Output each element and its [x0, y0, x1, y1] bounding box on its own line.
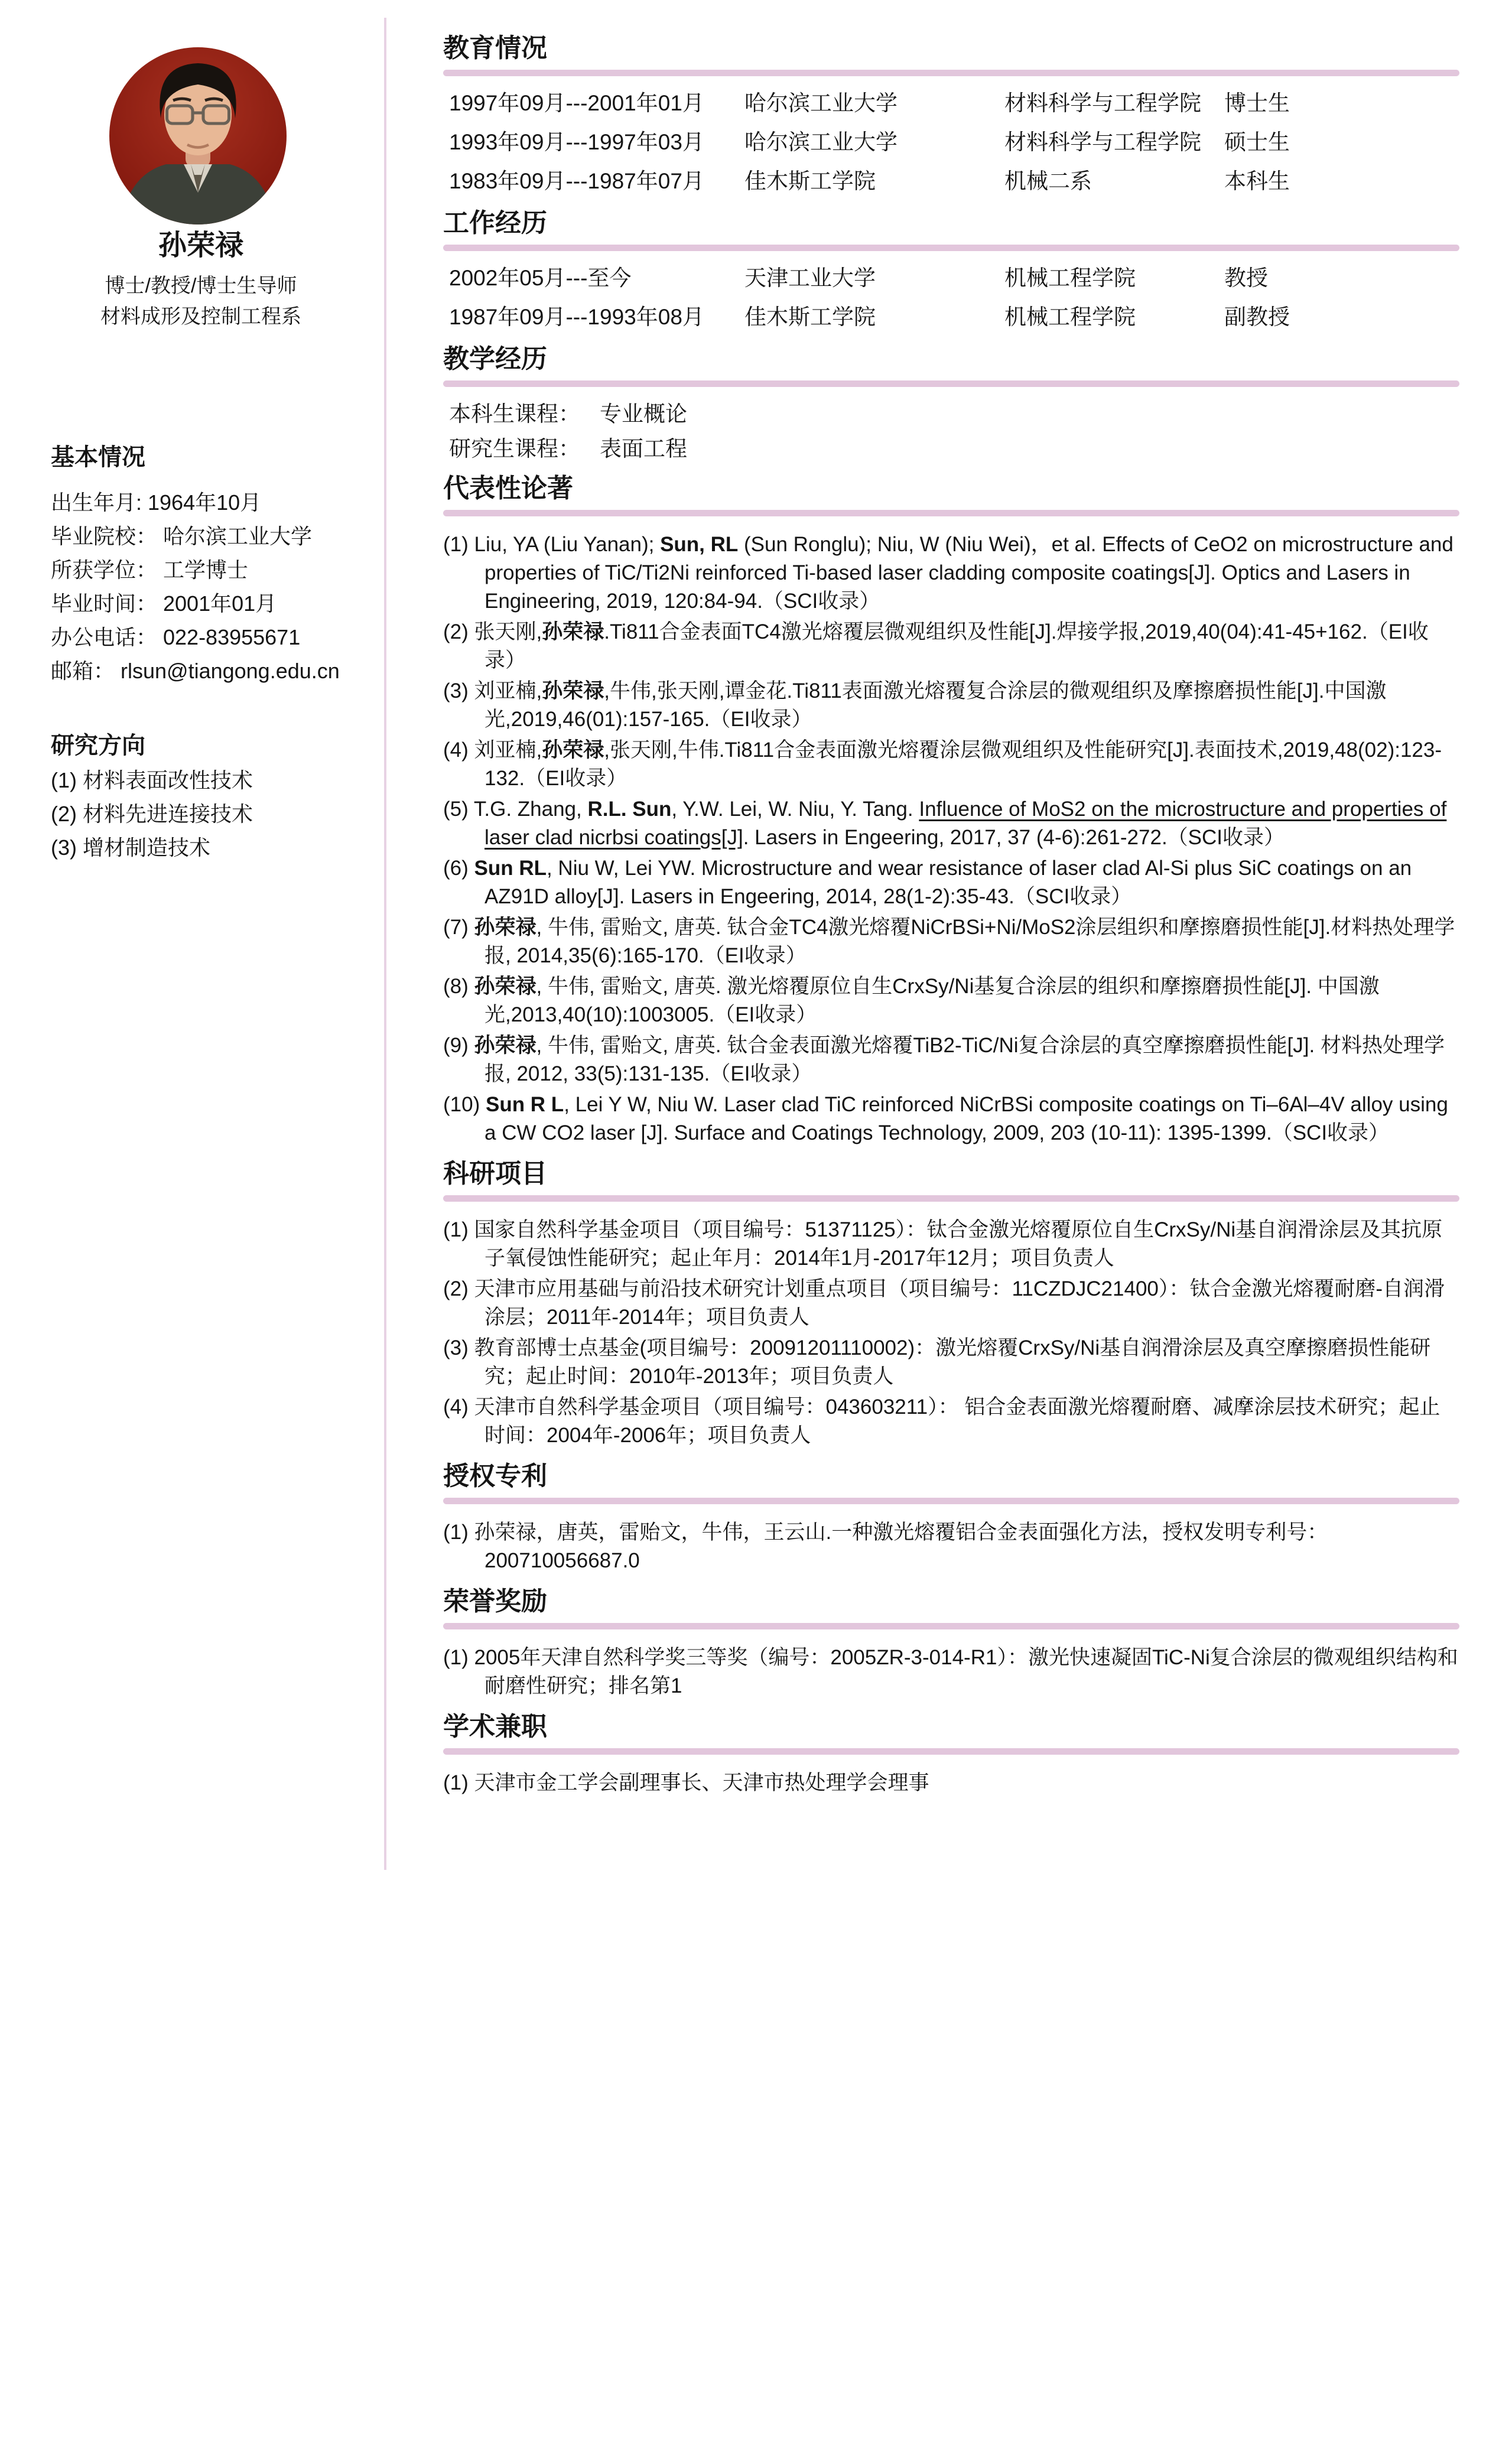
publication-segment: ,牛伟,张天刚,谭金花.Ti811表面激光熔覆复合涂层的微观组织及摩擦磨损性能[J].中国激光,2019,46(01):157-165.（EI收录）: [485, 679, 1387, 731]
publication-segment: (1) Liu, YA (Liu Yanan);: [443, 533, 661, 556]
work-underline: [443, 245, 1459, 251]
section-awards: [443, 1586, 1459, 1700]
work-school: 佳木斯工学院: [744, 305, 876, 329]
education-period: 1983年09月---1987年07月: [449, 169, 704, 193]
publication-item: [443, 795, 1459, 852]
work-college: 机械工程学院: [1004, 305, 1136, 329]
publication-segment: (2) 张天刚,: [443, 620, 542, 643]
publication-segment: (8): [443, 975, 474, 998]
publication-segment: (10): [443, 1093, 486, 1116]
section-teaching: [443, 343, 1459, 462]
patents-underline: [443, 1498, 1459, 1504]
education-college: 材料科学与工程学院: [1004, 130, 1201, 154]
publication-item: [443, 913, 1459, 970]
academic-underline: [443, 1748, 1459, 1755]
main-content: [443, 32, 1459, 1808]
education-period: 1997年09月---2001年01月: [449, 91, 704, 115]
work-table: [443, 265, 1459, 330]
publication-segment: (3) 刘亚楠,: [443, 679, 542, 702]
research-directions-list: [51, 763, 253, 864]
publication-item: [443, 531, 1459, 616]
vertical-divider: [384, 18, 386, 1870]
research-direction-item: (2) 材料先进连接技术: [51, 802, 253, 826]
academic-position-item: (1) 天津市金工学会副理事长、天津市热处理学会理事: [443, 1771, 929, 1794]
publication-segment: , 牛伟, 雷贻文, 唐英. 钛合金表面激光熔覆TiB2-TiC/Ni复合涂层的真空摩擦磨损性能[J]. 材料热处理学报, 2012, 33(5):131-135.（EI收录）: [485, 1034, 1445, 1085]
education-underline: [443, 70, 1459, 76]
education-school: 佳木斯工学院: [744, 169, 876, 193]
work-row: [443, 304, 1459, 330]
education-role: 硕士生: [1224, 130, 1290, 154]
publication-item: [443, 1032, 1459, 1088]
academic-heading: 学术兼职: [443, 1712, 547, 1741]
projects-underline: [443, 1195, 1459, 1202]
teaching-list: [443, 401, 1459, 462]
teaching-value: 表面工程: [600, 437, 687, 461]
teaching-row: [443, 401, 1459, 427]
research-directions-heading: 研究方向: [51, 733, 145, 759]
publication-item: [443, 972, 1459, 1029]
publication-segment: 孙荣禄: [474, 975, 536, 998]
work-school: 天津工业大学: [744, 266, 876, 290]
education-college: 材料科学与工程学院: [1004, 91, 1201, 115]
publication-segment: (5) T.G. Zhang,: [443, 798, 588, 821]
profile-photo: [109, 47, 287, 225]
publication-segment: Sun, RL: [660, 533, 739, 556]
award-item: (1) 2005年天津自然科学奖三等奖（编号：2005ZR-3-014-R1）：激光快速凝固TiC-Ni复合涂层的微观组织结构和耐磨性研究；排名第1: [443, 1646, 1458, 1697]
education-row: [443, 90, 1459, 116]
teaching-label: 研究生课程：: [449, 437, 580, 461]
publication-segment: , Y.W. Lei, W. Niu, Y. Tang.: [671, 798, 919, 821]
patent-item: (1) 孙荣禄，唐英，雷贻文，牛伟，王云山.一种激光熔覆铝合金表面强化方法，授权发明专利号：200710056687.0: [443, 1521, 1328, 1572]
education-row: [443, 129, 1459, 155]
publication-segment: 孙荣禄: [542, 739, 604, 762]
research-direction-item: (1) 材料表面改性技术: [51, 768, 253, 792]
education-role: 博士生: [1224, 91, 1290, 115]
publication-segment: (7): [443, 916, 474, 939]
publications-underline: [443, 510, 1459, 516]
publication-segment: 孙荣禄: [542, 679, 604, 702]
section-academic: [443, 1711, 1459, 1797]
section-work: [443, 207, 1459, 330]
work-role: 副教授: [1224, 305, 1290, 329]
education-heading: 教育情况: [443, 34, 547, 63]
awards-underline: [443, 1623, 1459, 1629]
publication-item: [443, 1091, 1459, 1147]
projects-heading: 科研项目: [443, 1159, 547, 1188]
sidebar: [0, 0, 384, 2456]
basic-info-item: 所获学位： 工学博士: [51, 558, 249, 582]
awards-heading: 荣誉奖励: [443, 1587, 547, 1616]
work-college: 机械工程学院: [1004, 266, 1136, 290]
publication-segment: (Sun Ronglu); Niu, W (Niu Wei)，et al. Effects of CeO2 on microstructure and properties of TiC/Ti2Ni reinforced Ti-based laser cladding composite coatings[J]. Optics and Lasers in Engineering, 2019, 120:84-94.（SCI收录）: [485, 533, 1454, 613]
publication-segment: .Ti811合金表面TC4激光熔覆层微观组织及性能[J].焊接学报,2019,40(04):41-45+162.（EI收录）: [485, 620, 1429, 672]
portrait-illustration: [109, 47, 287, 225]
section-education: [443, 32, 1459, 194]
education-period: 1993年09月---1997年03月: [449, 130, 704, 154]
publication-segment: ,张天刚,牛伟.Ti811合金表面激光熔覆涂层微观组织及性能研究[J].表面技术,2019,48(02):123-132.（EI收录）: [485, 739, 1442, 790]
work-period: 1987年09月---1993年08月: [449, 305, 704, 329]
basic-info-heading: 基本情况: [51, 444, 145, 470]
education-role: 本科生: [1224, 169, 1290, 193]
education-school: 哈尔滨工业大学: [744, 91, 898, 115]
section-patents: [443, 1460, 1459, 1575]
basic-info-item: 毕业时间： 2001年01月: [51, 591, 277, 616]
basic-info-item: 邮箱： rlsun@tiangong.edu.cn: [51, 659, 340, 683]
project-item: (1) 国家自然科学基金项目（项目编号：51371125）：钛合金激光熔覆原位自生CrxSy/Ni基自润滑涂层及其抗原子氧侵蚀性能研究；起止年月：2014年1月-2017年12月；项目负责人: [443, 1218, 1443, 1270]
publication-segment: Influence of MoS2 on the microstructure and properties of laser clad nicrbsi coatings[J]: [485, 798, 1447, 849]
section-publications: [443, 473, 1459, 1147]
project-item: (4) 天津市自然科学基金项目（项目编号：043603211）： 铝合金表面激光熔覆耐磨、减摩涂层技术研究；起止时间：2004年-2006年；项目负责人: [443, 1395, 1441, 1447]
profile-title: 博士/教授/博士生导师: [105, 275, 297, 297]
publications-heading: 代表性论著: [443, 474, 573, 503]
patents-heading: 授权专利: [443, 1462, 547, 1491]
publication-segment: Sun R L: [485, 1093, 564, 1116]
work-role: 教授: [1224, 266, 1268, 290]
education-table: [443, 90, 1459, 194]
publication-segment: R.L. Sun: [587, 798, 672, 821]
work-row: [443, 265, 1459, 291]
work-heading: 工作经历: [443, 209, 547, 238]
publication-item: [443, 736, 1459, 793]
publication-item: [443, 677, 1459, 734]
publication-segment: (6): [443, 857, 474, 880]
publication-segment: (4) 刘亚楠,: [443, 739, 542, 762]
publication-segment: 孙荣禄: [474, 1034, 536, 1057]
publication-segment: (9): [443, 1034, 474, 1057]
publication-segment: 孙荣禄: [474, 916, 536, 939]
patents-list: [443, 1518, 1459, 1575]
education-college: 机械二系: [1004, 169, 1092, 193]
education-school: 哈尔滨工业大学: [744, 130, 898, 154]
publications-list: [443, 531, 1459, 1147]
profile-name: 孙荣禄: [158, 230, 243, 261]
publication-item: [443, 854, 1459, 911]
awards-list: [443, 1644, 1459, 1700]
teaching-label: 本科生课程：: [449, 402, 580, 426]
publication-segment: , Lei Y W, Niu W. Laser clad TiC reinforced NiCrBSi composite coatings on Ti–6Al–4V alloy using a CW CO2 laser [J]. Surface and Coatings Technology, 2009, 203 (10-11): 1395-1399.（SCI收录）: [485, 1093, 1448, 1144]
teaching-row: [443, 436, 1459, 462]
research-direction-item: (3) 增材制造技术: [51, 835, 211, 860]
projects-list: [443, 1216, 1459, 1450]
publication-segment: Sun RL: [474, 857, 547, 880]
project-item: (2) 天津市应用基础与前沿技术研究计划重点项目（项目编号：11CZDJC21400）：钛合金激光熔覆耐磨-自润滑涂层；2011年-2014年；项目负责人: [443, 1277, 1445, 1329]
work-period: 2002年05月---至今: [449, 266, 632, 290]
teaching-value: 专业概论: [600, 402, 687, 426]
publication-item: [443, 618, 1459, 675]
publication-segment: , 牛伟, 雷贻文, 唐英. 激光熔覆原位自生CrxSy/Ni基复合涂层的组织和摩擦磨损性能[J]. 中国激光,2013,40(10):1003005.（EI收录）: [485, 975, 1380, 1026]
profile-department: 材料成形及控制工程系: [100, 305, 301, 328]
education-row: [443, 168, 1459, 194]
academic-positions-list: [443, 1769, 1459, 1797]
basic-info-list: [51, 486, 340, 688]
project-item: (3) 教育部博士点基金(项目编号：20091201110002)：激光熔覆CrxSy/Ni基自润滑涂层及真空摩擦磨损性能研究；起止时间：2010年-2013年；项目负责人: [443, 1336, 1431, 1388]
publication-segment: , 牛伟, 雷贻文, 唐英. 钛合金TC4激光熔覆NiCrBSi+Ni/MoS2涂层组织和摩擦磨损性能[J].材料热处理学报, 2014,35(6):165-170.（EI收录）: [485, 916, 1455, 967]
publication-segment: 孙荣禄: [542, 620, 604, 643]
basic-info-item: 出生年月: 1964年10月: [51, 490, 262, 515]
basic-info-item: 办公电话： 022-83955671: [51, 625, 301, 649]
section-projects: [443, 1158, 1459, 1450]
basic-info-item: 毕业院校： 哈尔滨工业大学: [51, 524, 313, 548]
teaching-underline: [443, 380, 1459, 387]
publication-segment: . Lasers in Engeering, 2017, 37 (4-6):261-272.（SCI收录）: [743, 826, 1285, 849]
publication-segment: , Niu W, Lei YW. Microstructure and wear resistance of laser clad Al-Si plus SiC coatings on an AZ91D alloy[J]. Lasers in Engeering, 2014, 28(1-2):35-43.（SCI收录）: [485, 857, 1412, 908]
teaching-heading: 教学经历: [443, 344, 547, 373]
